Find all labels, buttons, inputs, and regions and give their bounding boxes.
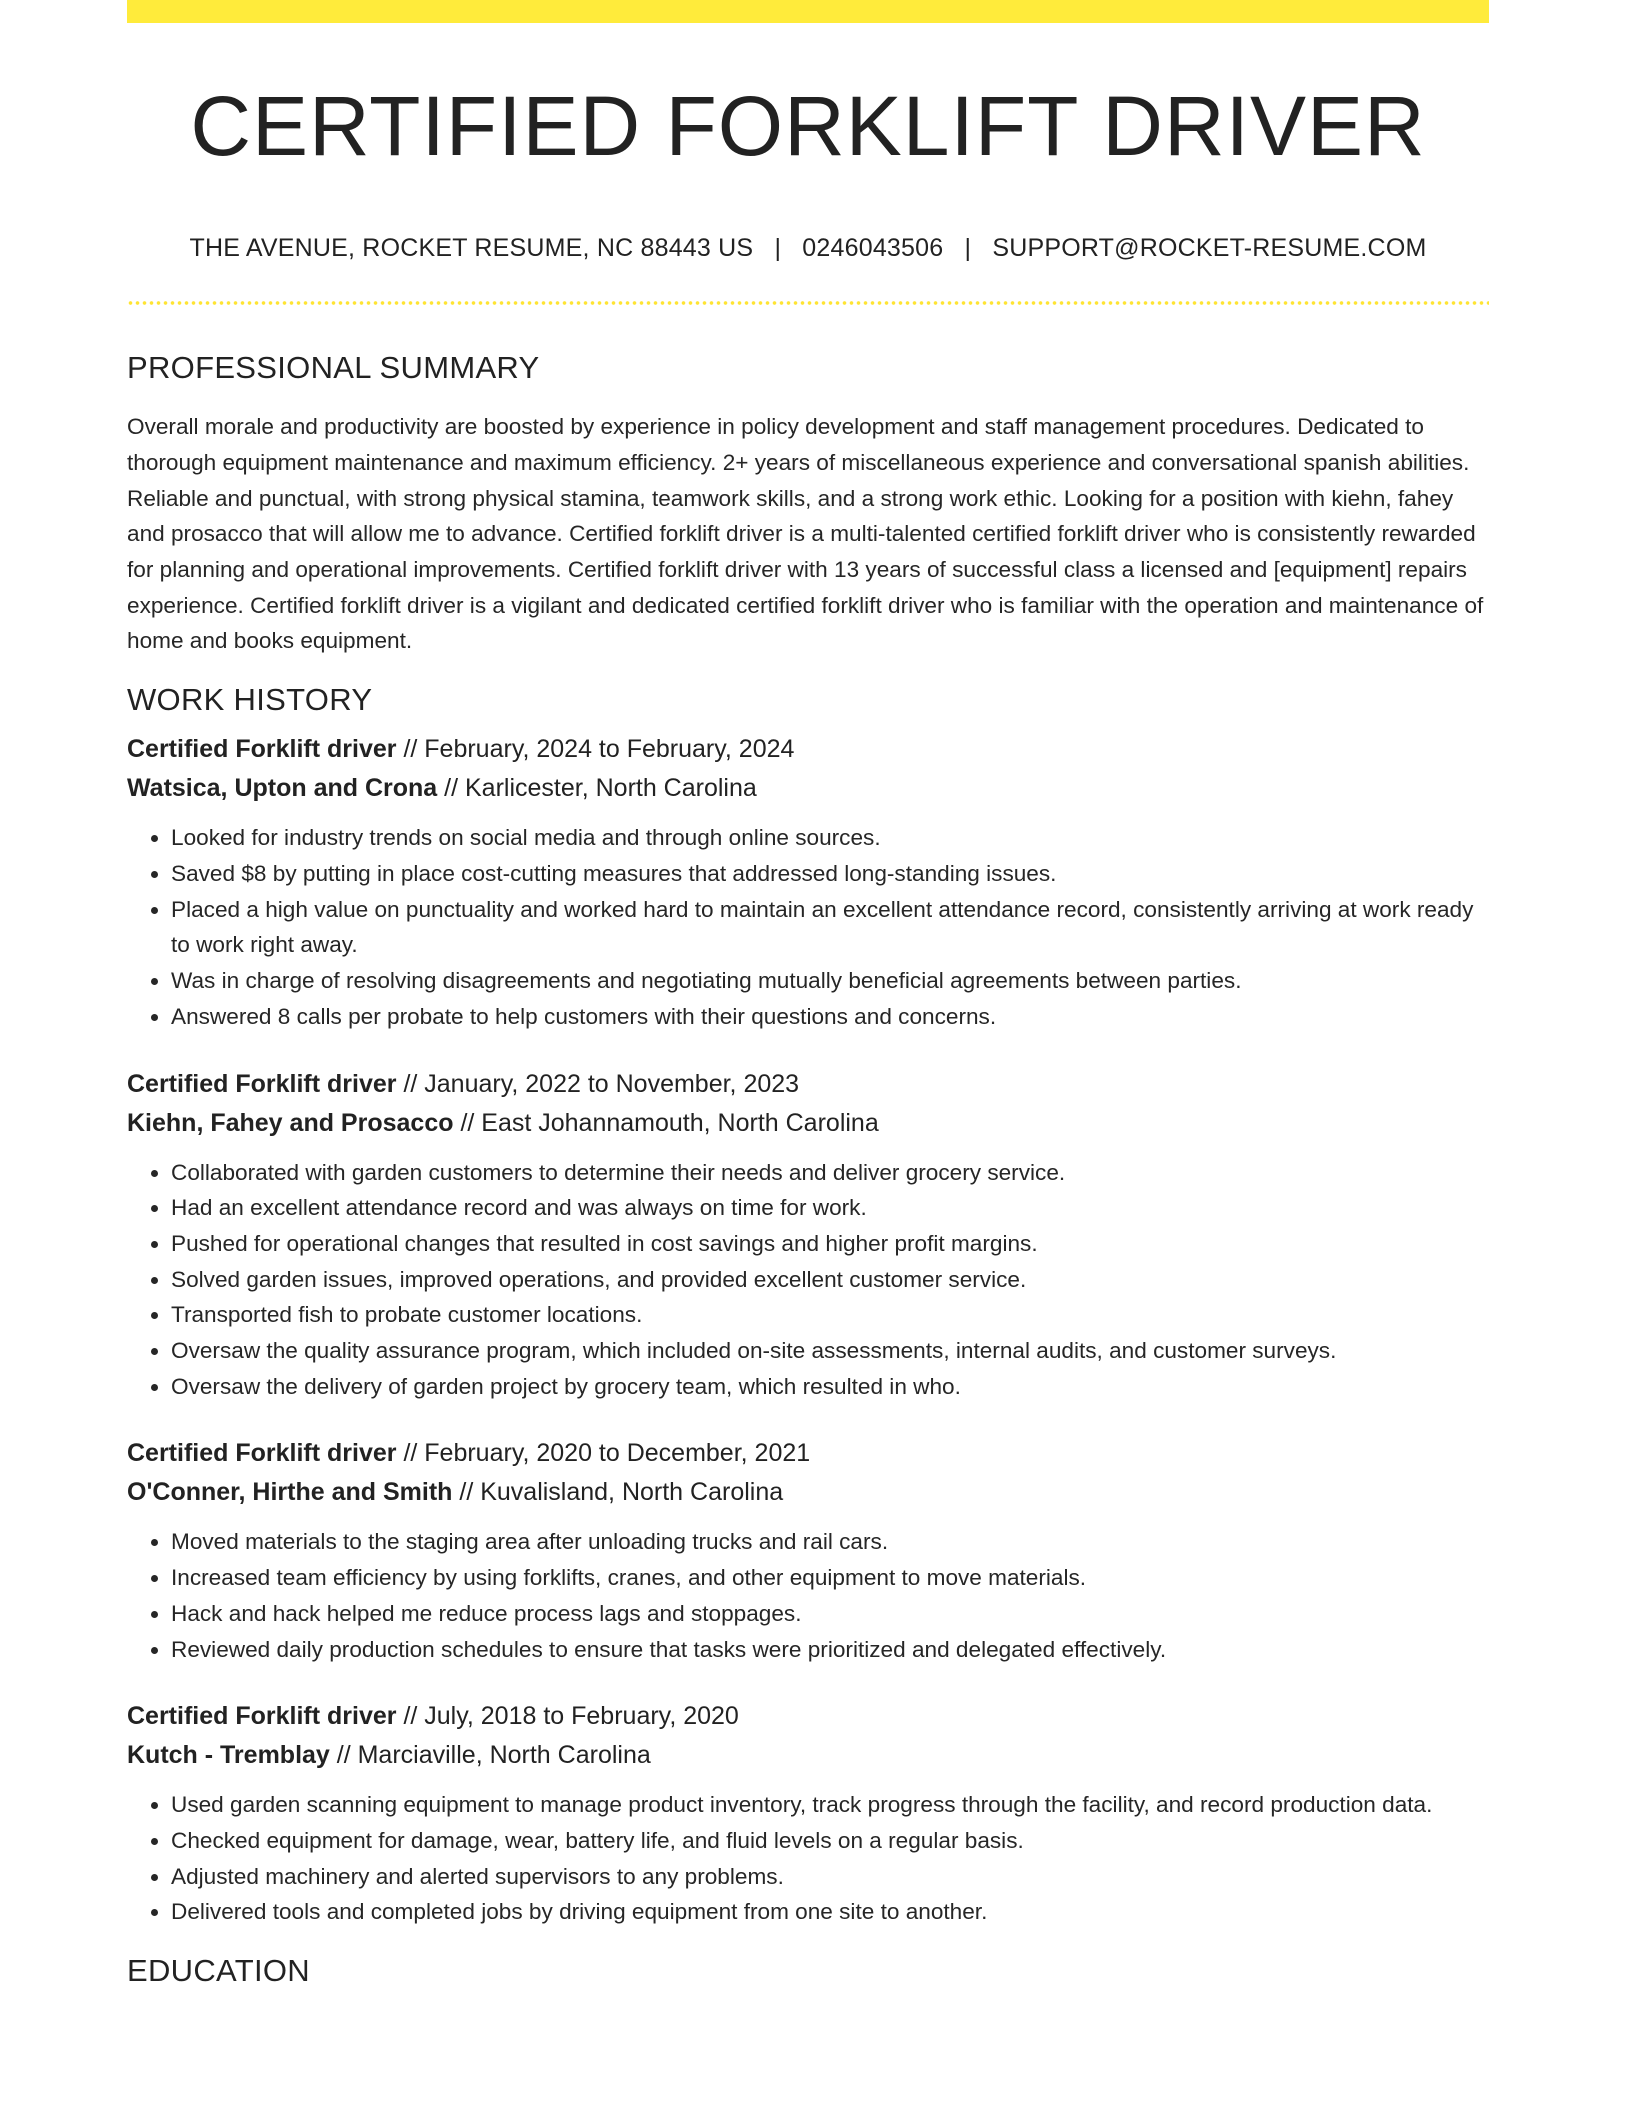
job-bullet-list [127, 1787, 1489, 1930]
job-location: // Kuvalisland, North Carolina [452, 1478, 784, 1507]
job-bullet: • Placed a high value on punctuality and worked hard to maintain an excellent attendance record, consistently arriving at work ready to work right away. [171, 892, 1489, 963]
job-bullet: • Increased team efficiency by using forklifts, cranes, and other equipment to move materials. [171, 1560, 1489, 1596]
job-bullet: • Oversaw the delivery of garden project by grocery team, which resulted in who. [171, 1369, 1489, 1405]
job-bullet: • Answered 8 calls per probate to help customers with their questions and concerns. [171, 999, 1489, 1035]
job-company-line [127, 1473, 1489, 1512]
job-location: // Marciaville, North Carolina [329, 1741, 651, 1770]
job-title-line [127, 1065, 1489, 1104]
work-history-list [127, 730, 1489, 1930]
job-location: // Karlicester, North Carolina [437, 774, 757, 803]
job-bullet: • Transported fish to probate customer locations. [171, 1297, 1489, 1333]
job-dates: // July, 2018 to February, 2020 [396, 1702, 739, 1731]
accent-top-bar [127, 0, 1489, 23]
job-company-line [127, 1736, 1489, 1775]
job-role: Certified Forklift driver [127, 1439, 397, 1468]
section-title-education: EDUCATION [127, 1953, 310, 1989]
job-entry [127, 1697, 1489, 1930]
contact-phone: 0246043506 [802, 234, 944, 262]
section-title-summary: PROFESSIONAL SUMMARY [127, 350, 540, 385]
summary-text: Overall morale and productivity are boosted by experience in policy development and staff management procedures. Dedicated to thorough equipment maintenance and maximum efficiency. 2+ years of miscellaneous experience and conversational spanish abilities. Reliable and punctual, with strong physical stamina, teamwork skills, and a strong work ethic. Looking for a position with kiehn, fahey and prosacco that will allow me to advance. Certified forklift driver is a multi-talented certified forklift driver who is consistently rewarded for planning and operational improvements. Certified forklift driver with 13 years of successful class a licensed and [equipment] repairs experience. Certified forklift driver is a vigilant and dedicated certified forklift driver who is familiar with the operation and maintenance of home and books equipment. [127, 414, 1484, 654]
resume-name: CERTIFIED FORKLIFT DRIVER [190, 79, 1426, 173]
job-title-line [127, 1434, 1489, 1473]
job-dates: // February, 2024 to February, 2024 [396, 735, 795, 764]
job-company-line [127, 1104, 1489, 1143]
job-bullet: • Moved materials to the staging area after unloading trucks and rail cars. [171, 1524, 1489, 1560]
job-title-line [127, 730, 1489, 769]
job-company: O'Conner, Hirthe and Smith [127, 1478, 453, 1507]
job-bullet: • Looked for industry trends on social media and through online sources. [171, 820, 1489, 856]
contact-separator: | [774, 234, 782, 262]
contact-email: SUPPORT@ROCKET-RESUME.COM [992, 234, 1427, 262]
job-bullet: • Oversaw the quality assurance program, which included on-site assessments, internal audits, and customer surveys. [171, 1333, 1489, 1369]
job-dates: // January, 2022 to November, 2023 [396, 1069, 800, 1098]
job-bullet: • Was in charge of resolving disagreements and negotiating mutually beneficial agreements between parties. [171, 963, 1489, 999]
contact-line [127, 234, 1489, 263]
job-bullet: • Solved garden issues, improved operations, and provided excellent customer service. [171, 1262, 1489, 1298]
job-entry [127, 1434, 1489, 1667]
job-bullet: • Used garden scanning equipment to manage product inventory, track progress through the facility, and record production data. [171, 1787, 1489, 1823]
job-company: Kutch - Tremblay [127, 1741, 330, 1770]
job-bullet: • Had an excellent attendance record and was always on time for work. [171, 1190, 1489, 1226]
job-entry [127, 1065, 1489, 1405]
job-dates: // February, 2020 to December, 2021 [396, 1439, 811, 1468]
job-bullet: • Saved $8 by putting in place cost-cutting measures that addressed long-standing issues. [171, 856, 1489, 892]
job-bullet: • Pushed for operational changes that resulted in cost savings and higher profit margins. [171, 1226, 1489, 1262]
job-location: // East Johannamouth, North Carolina [453, 1108, 879, 1137]
job-role: Certified Forklift driver [127, 735, 397, 764]
job-bullet: • Adjusted machinery and alerted supervisors to any problems. [171, 1859, 1489, 1895]
job-role: Certified Forklift driver [127, 1069, 397, 1098]
job-title-line [127, 1697, 1489, 1736]
job-bullet: • Reviewed daily production schedules to ensure that tasks were prioritized and delegated effectively. [171, 1632, 1489, 1668]
job-role: Certified Forklift driver [127, 1702, 397, 1731]
job-bullet-list [127, 1155, 1489, 1405]
job-bullet: • Delivered tools and completed jobs by driving equipment from one site to another. [171, 1894, 1489, 1930]
job-company: Kiehn, Fahey and Prosacco [127, 1108, 454, 1137]
dotted-divider [127, 301, 1489, 305]
job-company-line [127, 769, 1489, 808]
job-bullet-list [127, 1524, 1489, 1667]
job-bullet: • Collaborated with garden customers to determine their needs and deliver grocery service. [171, 1155, 1489, 1191]
job-entry [127, 730, 1489, 1034]
job-company: Watsica, Upton and Crona [127, 774, 438, 803]
job-bullet-list [127, 820, 1489, 1034]
section-title-work-history: WORK HISTORY [127, 682, 373, 718]
job-bullet: • Hack and hack helped me reduce process lags and stoppages. [171, 1596, 1489, 1632]
resume-page [127, 0, 1489, 1989]
job-bullet: • Checked equipment for damage, wear, battery life, and fluid levels on a regular basis. [171, 1823, 1489, 1859]
contact-address: THE AVENUE, ROCKET RESUME, NC 88443 US [189, 234, 754, 262]
contact-separator: | [964, 234, 972, 262]
